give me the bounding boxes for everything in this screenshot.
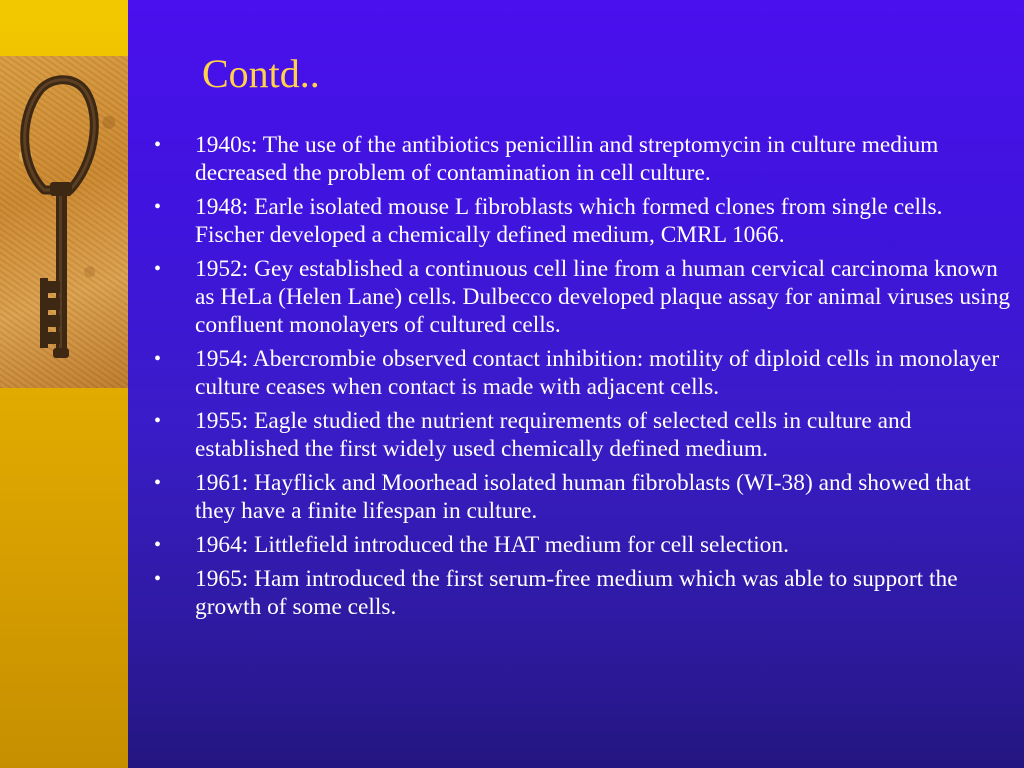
bullet-text: 1948: Earle isolated mouse L fibroblasts which formed clones from single cells. Fischer developed a chemically defined medium, CMRL 1066.: [195, 194, 943, 248]
bullet-text: 1952: Gey established a continuous cell line from a human cervical carcinoma known as HeLa (Helen Lane) cells. Dulbecco developed plaque assay for animal viruses using confluent monolayers of cultured cells.: [195, 256, 1011, 338]
list-item: [154, 193, 1014, 249]
bullet-icon: •: [154, 472, 162, 494]
bullet-text: 1955: Eagle studied the nutrient requirements of selected cells in culture and established the first widely used chemically defined medium.: [195, 408, 912, 462]
bullet-icon: •: [154, 348, 162, 370]
bullet-icon: •: [154, 568, 162, 590]
key-illustration: [0, 56, 128, 388]
bullet-text: 1940s: The use of the antibiotics penicillin and streptomycin in culture medium decreased the problem of contamination in cell culture.: [195, 132, 939, 186]
list-item: [154, 131, 1014, 187]
slide-title: Contd..: [202, 51, 320, 96]
bullet-icon: •: [154, 134, 162, 156]
bullet-text: 1965: Ham introduced the first serum-free medium which was able to support the growth of some cells.: [195, 566, 958, 620]
bullet-icon: •: [154, 534, 162, 556]
list-item: [154, 345, 1014, 401]
list-item: [154, 565, 1014, 621]
list-item: [154, 469, 1014, 525]
list-item: [154, 531, 1014, 559]
bullet-text: 1954: Abercrombie observed contact inhibition: motility of diploid cells in monolayer culture ceases when contact is made with adjacent cells.: [195, 346, 1000, 400]
bullet-text: 1961: Hayflick and Moorhead isolated human fibroblasts (WI-38) and showed that they have a finite lifespan in culture.: [195, 470, 971, 524]
list-item: [154, 255, 1014, 339]
list-item: [154, 407, 1014, 463]
antique-key-icon: [0, 56, 128, 388]
bullet-icon: •: [154, 410, 162, 432]
bullet-list: [154, 131, 1014, 627]
bullet-icon: •: [154, 196, 162, 218]
bullet-text: 1964: Littlefield introduced the HAT medium for cell selection.: [195, 532, 789, 558]
bullet-icon: •: [154, 258, 162, 280]
